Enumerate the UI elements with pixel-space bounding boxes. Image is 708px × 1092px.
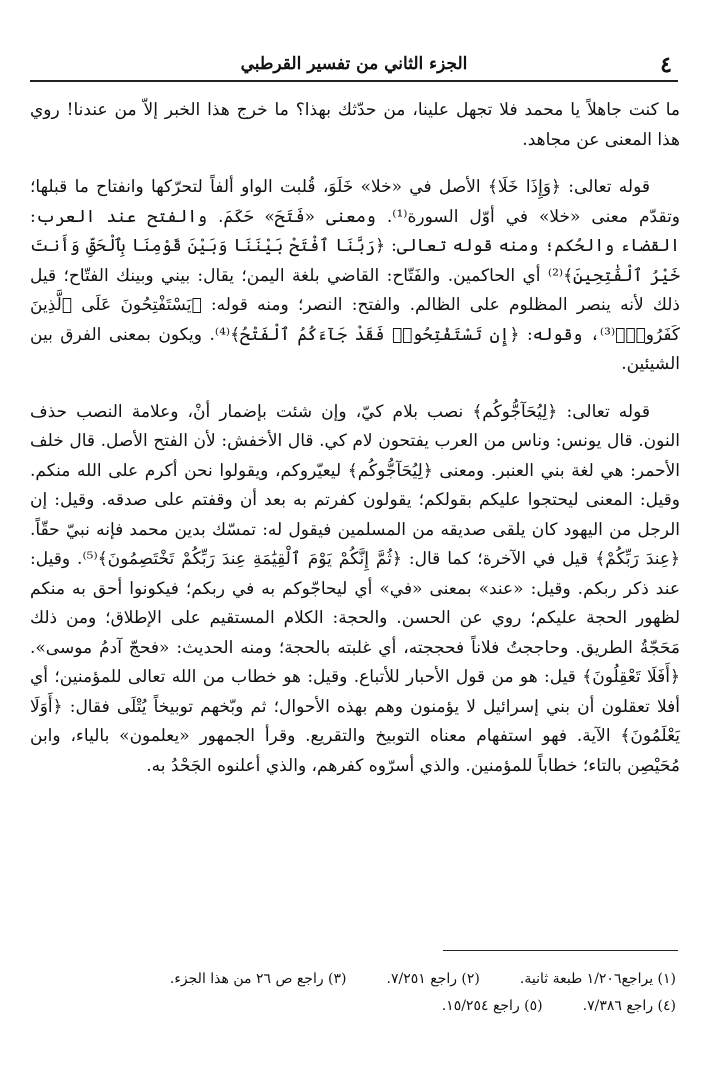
paragraph-fatah: قوله تعالى: ﴿وَإِذَا خَلَا﴾ الأصل في «خلا» خَلَوَ، قُلبت الواو ألفاً لتحرّكها وانفتاح ما قبلها؛ وتقدّم معنى «خلا» في أوّل السورة⁽¹⁾. ومعنى «فَتَحَ» حَكَمَ. والفتح عند العرب: القضاء والحُكم؛ ومنه قوله تعالى: ﴿رَبَّنَا ٱفْتَحْ بَيْنَنَا وَبَيْنَ قَوْمِنَا بِٱلْحَقِّ وَأَنتَ خَيْرُ ٱلْفَٰتِحِينَ﴾⁽²⁾ أي الحاكمين. والفَتّاح: القاضي بلغة اليمن؛ يقال: بيني وبينك الفتّاح؛ قيل ذلك لأنه ينصر المظلوم على الظالم. والفتح: النصر؛ ومنه قوله: ﴿يَسْتَفْتِحُونَ عَلَى ٱلَّذِينَ كَفَرُوا۟﴾⁽³⁾، وقوله: ﴿إِن تَسْتَفْتِحُوا۟ فَقَدْ جَآءَكُمُ ٱلْفَتْحُ﴾⁽⁴⁾. ويكون بمعنى الفرق بين الشيئين. [30,177,681,374]
paragraph-continuation: ما كنت جاهلاً يا محمد فلا تجهل علينا، من حدّثك بهذا؟ ما خرج هذا الخبر إلاّ من عندنا! روي هذا المعنى عن مجاهد. [30,100,680,150]
footnote-5: (٥) راجع ١٥/٢٥٤. [441,998,543,1014]
footnote-4: (٤) راجع ٧/٣٨٦. [582,998,676,1014]
footnote-separator [443,950,678,951]
footnote-row [30,993,676,1020]
page-number: ٤ [660,52,672,78]
page-body [30,96,680,799]
running-title: الجزء الثاني من تفسير القرطبي [240,54,468,74]
footnote-1: (١) يراجع١/٢٠٦ طبعة ثانية. [519,971,676,987]
paragraph-yuhajjukum: قوله تعالى: ﴿لِيُحَآجُّوكُم﴾ نصب بلام كيّ، وإن شئت بإضمار أنْ، وعلامة النصب حذف النون. قال يونس: وناس من العرب يفتحون لام كي. قال الأخفش: لأن الفتح الأصل. قال خلف الأحمر: هي لغة بني العنبر. ومعنى ﴿لِيُحَآجُّوكُم﴾ ليعيّروكم، ويقولوا نحن أكرم على الله منكم. وقيل: المعنى ليحتجوا عليكم بقولكم؛ يقولون كفرتم به بعد أن وقفتم على صدقه. وقيل: إن الرجل من اليهود كان يلقى صديقه من المسلمين فيقول له: تمسّك بدين محمد فإنه نبيّ حقّاً. ﴿عِندَ رَبِّكُمْ﴾ قيل في الآخرة؛ كما قال: ﴿ثُمَّ إِنَّكُمْ يَوْمَ ٱلْقِيَٰمَةِ عِندَ رَبِّكُمْ تَخْتَصِمُونَ﴾⁽⁵⁾. وقيل: عند ذكر ربكم. وقيل: «عند» بمعنى «في» أي ليحاجّوكم به في ربكم؛ فيكونوا أحق به منكم لظهور الحجة عليكم؛ روي عن الحسن. والحجة: الكلام المستقيم على الإطلاق؛ ومن ذلك مَحَجّةُ الطريق. وحاججتُ فلاناً فحججته، أي غلبته بالحجة؛ ومنه الحديث: «فحجّ آدمُ موسى». ﴿أَفَلَا تَعْقِلُونَ﴾ قيل: هو من قول الأحبار للأتباع. وقيل: هو خطاب من الله تعالى للمؤمنين؛ أي أفلا تعقلون أن بني إسرائيل لا يؤمنون وهم بهذه الأحوال؛ ثم وبّخهم توبيخاً يُتْلَى فقال: ﴿أَوَلَا يَعْلَمُونَ﴾ الآية. فهو استفهام معناه التوبيخ والتقريع. وقرأ الجمهور «يعلمون» بالياء، وابن مُحَيْصِن بالتاء؛ خطاباً للمؤمنين. والذي أسرّوه كفرهم، والذي أعلنوه الجَحْدُ به. [30,401,680,776]
footnote-2: (٢) راجع ٧/٢٥١. [386,971,480,987]
page-header [30,52,678,82]
footnote-row [30,966,676,993]
footnote-3: (٣) راجع ص ٢٦ من هذا الجزء. [169,971,347,987]
footnotes [30,966,676,1020]
